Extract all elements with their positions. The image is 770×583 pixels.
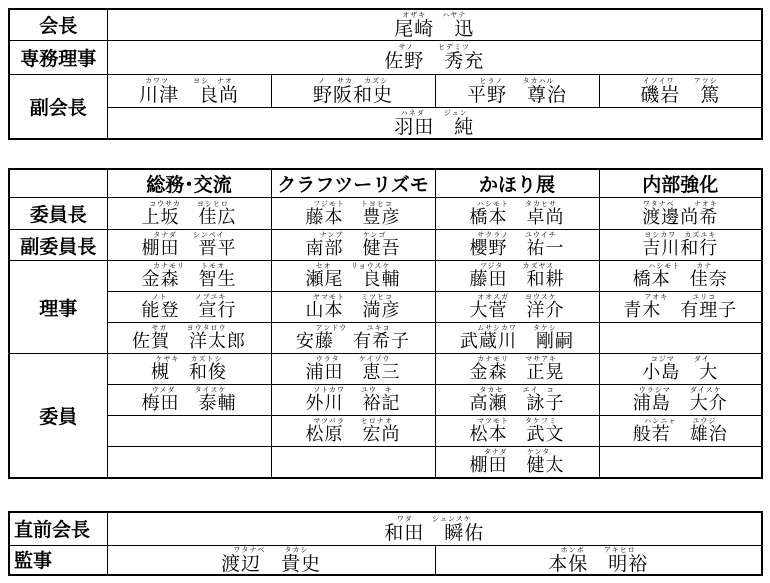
- member-cell: [599, 385, 762, 416]
- member-name: 金森 正晃: [469, 362, 565, 383]
- header-corner: [9, 169, 107, 198]
- table-row: [9, 230, 762, 261]
- row-label-member: 委員: [9, 354, 107, 478]
- member-name: 藤本 豊彦: [305, 206, 401, 228]
- member-name: 野阪和史: [312, 83, 393, 106]
- member-name: 高瀬 詠子: [469, 393, 565, 414]
- committee-table: [8, 168, 763, 479]
- member-cell: [271, 416, 435, 447]
- member-cell: [107, 447, 271, 478]
- table-row: [9, 416, 762, 447]
- member-cell: [107, 323, 271, 354]
- name-reading: マツモト タケフミ: [477, 417, 557, 425]
- member-cell: [599, 230, 762, 261]
- column-header: かほり展: [435, 169, 599, 198]
- member-cell: [435, 292, 599, 323]
- member-name: 槻 和俊: [151, 362, 227, 383]
- member-name: 瀬尾 良輔: [305, 269, 401, 290]
- name-reading: ワタナベ ナオキ: [642, 199, 718, 208]
- name-reading: ヨシカワ カズユキ: [644, 231, 717, 239]
- president-reading: オザキ ハヤテ: [402, 10, 467, 19]
- name-reading: ウラタ ケイゾウ: [315, 355, 391, 363]
- member-name: 般若 雄治: [632, 424, 728, 445]
- name-reading: セオ リョウスケ: [315, 262, 391, 270]
- member-cell: [107, 385, 271, 416]
- name-reading: ノト ノブユキ: [151, 293, 227, 301]
- member-cell: [107, 292, 271, 323]
- member-name: 南部 健吾: [305, 238, 401, 259]
- member-name: 本保 明裕: [548, 552, 649, 575]
- member-cell: [435, 385, 599, 416]
- column-header: 内部強化: [599, 169, 762, 198]
- name-reading: カナモリ マサアキ: [477, 355, 557, 363]
- member-name: 小島 大: [642, 362, 719, 383]
- member-name: 渡邊尚希: [642, 206, 719, 228]
- member-cell: [271, 261, 435, 292]
- member-cell: [435, 198, 599, 230]
- name-reading: ホンボ アキヒロ: [560, 545, 636, 554]
- member-name: 棚田 晋平: [141, 238, 237, 259]
- member-cell: [435, 416, 599, 447]
- past-president-reading: ワダ シュンスケ: [396, 514, 472, 523]
- name-reading: タカセ エイ コ: [479, 386, 555, 394]
- member-name: 平野 尊治: [466, 83, 567, 106]
- member-name: 藤田 和耕: [469, 269, 565, 290]
- name-reading: ナンブ ケンゴ: [319, 231, 387, 239]
- column-header: クラフツーリズモ: [271, 169, 435, 198]
- table-row: [9, 447, 762, 478]
- member-cell: [599, 416, 762, 447]
- managing-director-reading: サノ ヒデミツ: [398, 43, 471, 51]
- vice-president-label: 副会長: [9, 74, 107, 139]
- name-reading: ヤマモト ミツヒコ: [313, 293, 393, 301]
- vice-president-cell: [435, 74, 599, 107]
- name-reading: コウサカ ヨシヒロ: [149, 199, 229, 208]
- member-cell: [599, 198, 762, 230]
- name-reading: ハシモト タカヒサ: [477, 199, 557, 208]
- president-cell: [107, 9, 762, 40]
- name-reading: ウメダ タイスケ: [151, 386, 227, 394]
- name-reading: ハンニャ ユウジ: [644, 417, 717, 425]
- past-president-label: 直前会長: [9, 512, 107, 545]
- name-reading: ソトカワ ユウ キ: [313, 386, 393, 394]
- member-cell: [271, 323, 435, 354]
- name-reading: ケヤキ カズトシ: [155, 355, 223, 363]
- member-name: 青木 有理子: [623, 300, 738, 321]
- member-name: 武蔵川 剛嗣: [460, 331, 574, 352]
- past-president-name: 和田 瞬佑: [384, 521, 485, 544]
- auditor-cell: [435, 545, 762, 575]
- name-reading: ノ サカ カズシ: [317, 76, 389, 85]
- member-name: 佐賀 洋太郎: [132, 331, 246, 352]
- member-name: 橋本 佳奈: [632, 269, 728, 290]
- member-cell: [271, 230, 435, 261]
- past-president-cell: [107, 512, 762, 545]
- member-cell: [599, 323, 762, 354]
- name-reading: カナモリ トモオ: [153, 262, 225, 270]
- member-name: 外川 裕記: [305, 393, 401, 414]
- member-name: 上坂 佳広: [141, 206, 237, 228]
- managing-director-name: 佐野 秀充: [384, 50, 485, 72]
- name-reading: サクラノ ユウイチ: [477, 231, 557, 239]
- member-cell: [435, 261, 599, 292]
- member-name: 安藤 有希子: [296, 331, 410, 352]
- table-row: [9, 323, 762, 354]
- auditor-label: 監事: [9, 545, 107, 575]
- member-cell: [435, 354, 599, 385]
- member-name: 吉川和行: [642, 238, 719, 259]
- member-cell: [271, 354, 435, 385]
- executive-table: [8, 8, 763, 140]
- managing-director-cell: [107, 40, 762, 74]
- name-reading: フジタ カズヤス: [479, 262, 555, 270]
- member-name: 棚田 健太: [469, 454, 565, 476]
- name-reading: タナダ シンペイ: [153, 231, 225, 239]
- member-name: 橋本 卓尚: [469, 206, 565, 228]
- member-name: 浦島 大介: [632, 393, 728, 414]
- member-name: 磯岩 篤: [640, 83, 721, 106]
- name-reading: ムサシカワ タケシ: [477, 324, 557, 332]
- member-cell: [107, 416, 271, 447]
- name-reading: オオスガ ヨウスケ: [477, 293, 557, 301]
- name-reading: ハシモト カナ: [648, 262, 713, 270]
- table-row: [9, 261, 762, 292]
- member-name: 櫻野 祐一: [469, 238, 565, 259]
- column-header: 総務･交流: [107, 169, 271, 198]
- member-cell: [599, 292, 762, 323]
- vice-president-cell: [107, 107, 762, 139]
- member-cell: [271, 198, 435, 230]
- name-reading: ウラシマ ダイスケ: [638, 386, 722, 394]
- name-reading: ハネダ ジュン: [400, 108, 468, 117]
- table-row: [9, 385, 762, 416]
- member-name: 大菅 洋介: [469, 300, 565, 321]
- president-label: 会長: [9, 9, 107, 40]
- name-reading: サガ ヨウタロウ: [151, 324, 227, 332]
- table-row: [9, 198, 762, 230]
- member-name: 金森 智生: [141, 269, 237, 290]
- name-reading: アオキ ユリコ: [644, 293, 717, 301]
- member-name: 山本 満彦: [305, 300, 401, 321]
- member-cell: [107, 261, 271, 292]
- name-reading: マツバラ ヒロナオ: [313, 417, 393, 425]
- row-label-chair: 委員長: [9, 198, 107, 230]
- name-reading: フジモト トヨヒコ: [313, 199, 393, 208]
- member-name: 羽田 純: [394, 115, 475, 138]
- table-row: [9, 354, 762, 385]
- row-label-vice-chair: 副委員長: [9, 230, 107, 261]
- name-reading: ワタナベ タカシ: [233, 545, 309, 554]
- member-cell: [271, 385, 435, 416]
- name-reading: タナダ ケンタ: [483, 447, 551, 456]
- member-cell: [599, 261, 762, 292]
- member-cell: [435, 230, 599, 261]
- table-row: [9, 292, 762, 323]
- name-reading: コジマ ダイ: [650, 355, 710, 363]
- member-cell: [107, 198, 271, 230]
- member-name: 渡辺 貴史: [220, 552, 321, 575]
- member-name: 浦田 恵三: [305, 362, 401, 383]
- member-name: 松本 武文: [469, 424, 565, 445]
- member-name: 川津 良尚: [138, 83, 239, 106]
- vice-president-cell: [107, 74, 271, 107]
- name-reading: アンドウ ユキコ: [315, 324, 391, 332]
- member-cell: [271, 447, 435, 478]
- member-cell: [271, 292, 435, 323]
- member-cell: [599, 447, 762, 478]
- name-reading: ヒラノ タカハル: [479, 76, 555, 85]
- member-cell: [435, 323, 599, 354]
- name-reading: カワツ ヨシ ナオ: [145, 76, 233, 85]
- row-label-director: 理事: [9, 261, 107, 354]
- member-cell: [107, 354, 271, 385]
- officers-table: [8, 511, 763, 576]
- name-reading: イソイワ アツシ: [642, 76, 718, 85]
- member-cell: [107, 230, 271, 261]
- member-name: 松原 宏尚: [305, 424, 401, 445]
- managing-director-label: 専務理事: [9, 40, 107, 74]
- member-name: 梅田 泰輔: [141, 393, 237, 414]
- president-name: 尾崎 迅: [394, 17, 475, 40]
- vice-president-cell: [271, 74, 435, 107]
- member-cell: [599, 354, 762, 385]
- auditor-cell: [107, 545, 435, 575]
- member-name: 能登 宣行: [141, 300, 237, 321]
- member-cell: [435, 447, 599, 478]
- vice-president-cell: [599, 74, 762, 107]
